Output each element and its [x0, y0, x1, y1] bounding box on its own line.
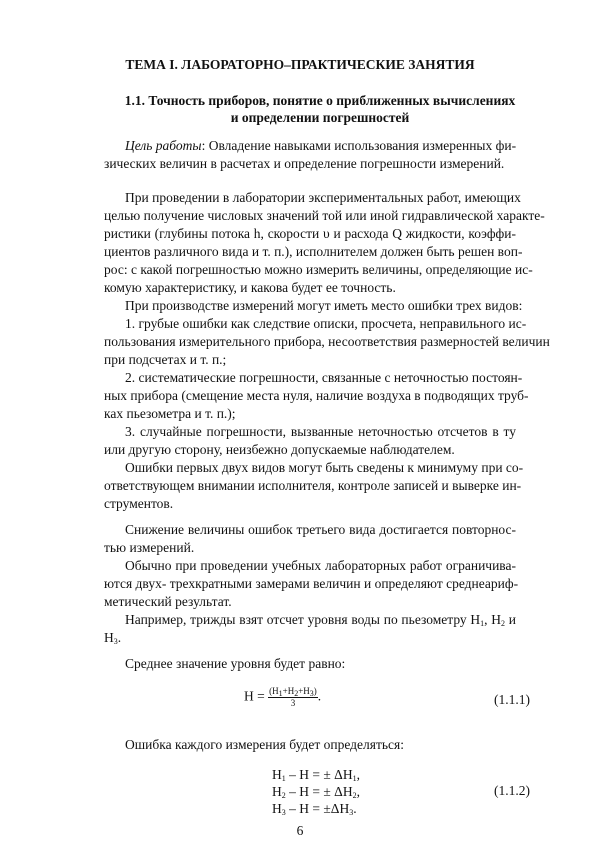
mean-intro: Среднее значение уровня будет равно:: [125, 656, 346, 671]
body-line: При проведении в лаборатории экспериментальных работ, имеющих: [125, 190, 521, 205]
section-title-line-2: и определении погрешностей: [230, 110, 410, 125]
equation-number: (1.1.1): [494, 692, 530, 707]
example-line: Например, трижды взят отсчет уровня воды по пьезометру $H_1$, $H_2$ и: [125, 612, 517, 628]
purpose-label: Цель работы: [125, 138, 202, 153]
body-line: ных прибора (смещение места нуля, наличие воздуха в подводящих труб-: [104, 388, 529, 403]
body-line: тью измерений.: [104, 540, 195, 555]
equation-number: (1.1.2): [494, 783, 530, 798]
fraction: $\frac{(H_1+H_2+H_3)}{3}$: [269, 686, 317, 708]
body-line: Ошибки первых двух видов могут быть сведены к минимуму при со-: [125, 460, 524, 475]
formula-errors: $H_1$ – H = ± $\Delta H_1$, $H_2$ – H = ± $\Delta H_2$, $H_3 - H = \pm\Delta H_3$.: [272, 767, 360, 817]
body-line: Снижение величины ошибок третьего вида достигается повторнос-: [125, 522, 516, 537]
body-line: рос: с какой погрешностью можно измерить величины, определяющие ис-: [104, 262, 533, 277]
body-line: метический результат.: [104, 594, 232, 609]
topic-title: ТЕМА I. ЛАБОРАТОРНО–ПРАКТИЧЕСКИЕ ЗАНЯТИЯ: [125, 57, 475, 72]
body-line: ответствующем внимании исполнителя, контроле записей и выверке ин-: [104, 478, 522, 493]
purpose-text: : Овладение навыками использования измеренных фи-: [201, 138, 517, 153]
formula-mean: H = $\frac{(H_1+H_2+H_3)}{3}$ .: [244, 686, 322, 708]
section-title-line-1: 1.1. Точность приборов, понятие о приближенных вычислениях: [124, 93, 516, 108]
body-line: циентов различного вида и т. п.), исполнителем должен быть решен воп-: [104, 244, 523, 259]
body-line: струментов.: [104, 496, 174, 511]
body-line: Обычно при проведении учебных лабораторных работ ограничива-: [125, 558, 516, 573]
body-line: При производстве измерений могут иметь место ошибки трех видов:: [125, 298, 523, 313]
page-number: 6: [296, 823, 304, 838]
body-line: 1. грубые ошибки как следствие описки, просчета, неправильного ис-: [125, 316, 527, 331]
body-line: 2. систематические погрешности, связанные с неточностью постоян-: [125, 370, 523, 385]
example-line-2: $H_3$.: [104, 630, 122, 646]
section-title: [100, 92, 540, 126]
body-line: ках пьезометра и т. п.);: [104, 406, 236, 421]
body-line: пользования измерительного прибора, несоответствия размерностей величин: [104, 334, 550, 349]
body-line: 3. случайные погрешности, вызванные неточностью отсчетов в ту: [125, 424, 516, 439]
body-line: ристики (глубины потока h, скорости υ и расхода Q жидкости, коэффи-: [104, 226, 516, 241]
body-line: при подсчетах и т. п.;: [104, 352, 227, 367]
error-intro: Ошибка каждого измерения будет определяться:: [125, 737, 404, 752]
purpose-line-1: [125, 137, 516, 154]
body-line: комую характеристику, и какова будет ее точность.: [104, 280, 396, 295]
purpose-line-2: зических величин в расчетах и определение погрешности измерений.: [104, 156, 505, 171]
body-line: или другую сторону, неизбежно допускаемые наблюдателем.: [104, 442, 455, 457]
body-line: ются двух- трехкратными замерами величин и определяют среднеариф-: [104, 576, 519, 591]
body-line: целью получение числовых значений той или иной гидравлической характе-: [104, 208, 545, 223]
